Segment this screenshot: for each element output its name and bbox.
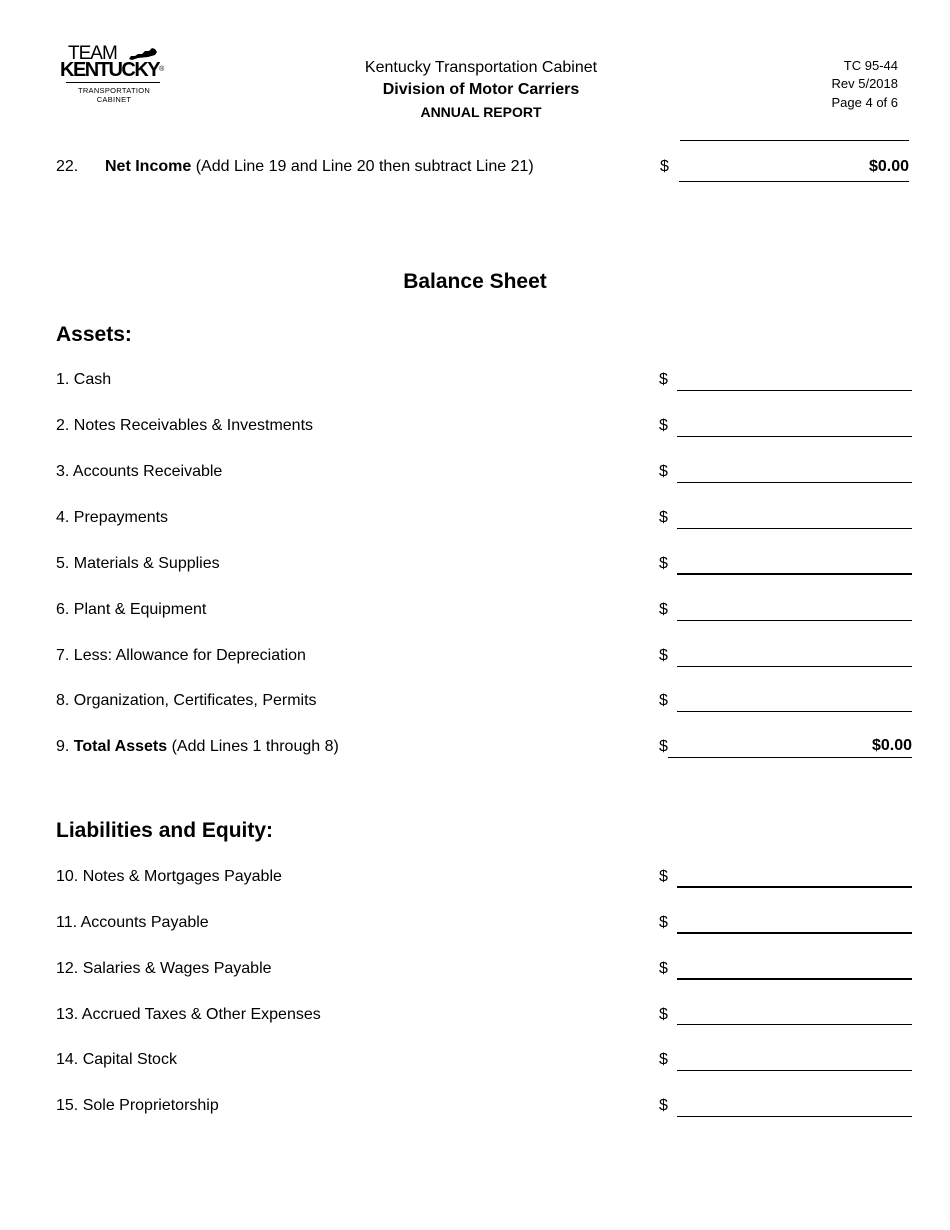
asset-row-currency: $: [659, 555, 668, 572]
liability-row-currency: $: [659, 1051, 668, 1068]
liability-row-label: 12. Salaries & Wages Payable: [56, 960, 272, 977]
asset-row-label: 8. Organization, Certificates, Permits: [56, 692, 317, 709]
previous-line-rule: [680, 140, 909, 141]
total-assets-label: 9. Total Assets (Add Lines 1 through 8): [56, 738, 339, 755]
logo-divider: [66, 82, 160, 83]
depreciation-allowance-field[interactable]: [677, 646, 912, 667]
liability-row-label: 15. Sole Proprietorship: [56, 1097, 219, 1114]
logo-subtitle-1: TRANSPORTATION: [77, 86, 151, 95]
form-number: TC 95-44: [843, 58, 898, 73]
liability-row-currency: $: [659, 914, 668, 931]
agency-name: Kentucky Transportation Cabinet: [364, 59, 598, 76]
division-name: Division of Motor Carriers: [382, 81, 580, 98]
asset-row-label: 5. Materials & Supplies: [56, 555, 220, 572]
materials-supplies-field[interactable]: [677, 553, 912, 575]
net-income-field[interactable]: $0.00: [679, 158, 909, 182]
asset-row-label: 7. Less: Allowance for Depreciation: [56, 647, 306, 664]
page-number: Page 4 of 6: [831, 95, 898, 110]
net-income-number: 22.: [56, 158, 79, 175]
organization-permits-field[interactable]: [677, 691, 912, 712]
asset-row-currency: $: [659, 647, 668, 664]
team-kentucky-logo: [58, 44, 170, 106]
asset-row-currency: $: [659, 692, 668, 709]
asset-row-currency: $: [659, 509, 668, 526]
total-assets-currency: $: [659, 738, 668, 755]
asset-row-currency: $: [659, 417, 668, 434]
liability-row-label: 10. Notes & Mortgages Payable: [56, 868, 282, 885]
notes-mortgages-payable-field[interactable]: [677, 866, 912, 888]
asset-row-currency: $: [659, 463, 668, 480]
prepayments-field[interactable]: [677, 508, 912, 529]
logo-subtitle-2: CABINET: [96, 95, 132, 104]
sole-proprietorship-field[interactable]: [677, 1096, 912, 1117]
form-revision: Rev 5/2018: [831, 76, 898, 91]
liability-row-currency: $: [659, 960, 668, 977]
accrued-taxes-field[interactable]: [677, 1004, 912, 1025]
asset-row-currency: $: [659, 601, 668, 618]
net-income-label: Net Income (Add Line 19 and Line 20 then subtract Line 21): [105, 158, 534, 175]
accounts-payable-field[interactable]: [677, 912, 912, 934]
net-income-currency: $: [660, 158, 669, 175]
accounts-receivable-field[interactable]: [677, 462, 912, 483]
liability-row-label: 11. Accounts Payable: [56, 914, 209, 931]
total-assets-field[interactable]: $0.00: [668, 737, 912, 758]
asset-row-label: 2. Notes Receivables & Investments: [56, 417, 314, 434]
report-title: ANNUAL REPORT: [420, 104, 542, 120]
asset-row-label: 4. Prepayments: [56, 509, 169, 526]
balance-sheet-title: Balance Sheet: [403, 270, 547, 293]
liability-row-label: 14. Capital Stock: [56, 1051, 177, 1068]
asset-row-label: 6. Plant & Equipment: [56, 601, 207, 618]
plant-equipment-field[interactable]: [677, 600, 912, 621]
liability-row-currency: $: [659, 1006, 668, 1023]
logo-state-text: KENTUCKY®: [60, 59, 163, 81]
salaries-wages-payable-field[interactable]: [677, 958, 912, 980]
asset-row-label: 1. Cash: [56, 371, 112, 388]
cash-field[interactable]: [677, 370, 912, 391]
liabilities-heading: Liabilities and Equity:: [56, 819, 274, 842]
liability-row-currency: $: [659, 1097, 668, 1114]
capital-stock-field[interactable]: [677, 1050, 912, 1071]
liability-row-currency: $: [659, 868, 668, 885]
notes-receivables-field[interactable]: [677, 416, 912, 437]
asset-row-label: 3. Accounts Receivable: [56, 463, 223, 480]
logo-team-text: TEAM: [68, 43, 117, 64]
liability-row-label: 13. Accrued Taxes & Other Expenses: [56, 1006, 321, 1023]
assets-heading: Assets:: [56, 323, 132, 346]
asset-row-currency: $: [659, 371, 668, 388]
